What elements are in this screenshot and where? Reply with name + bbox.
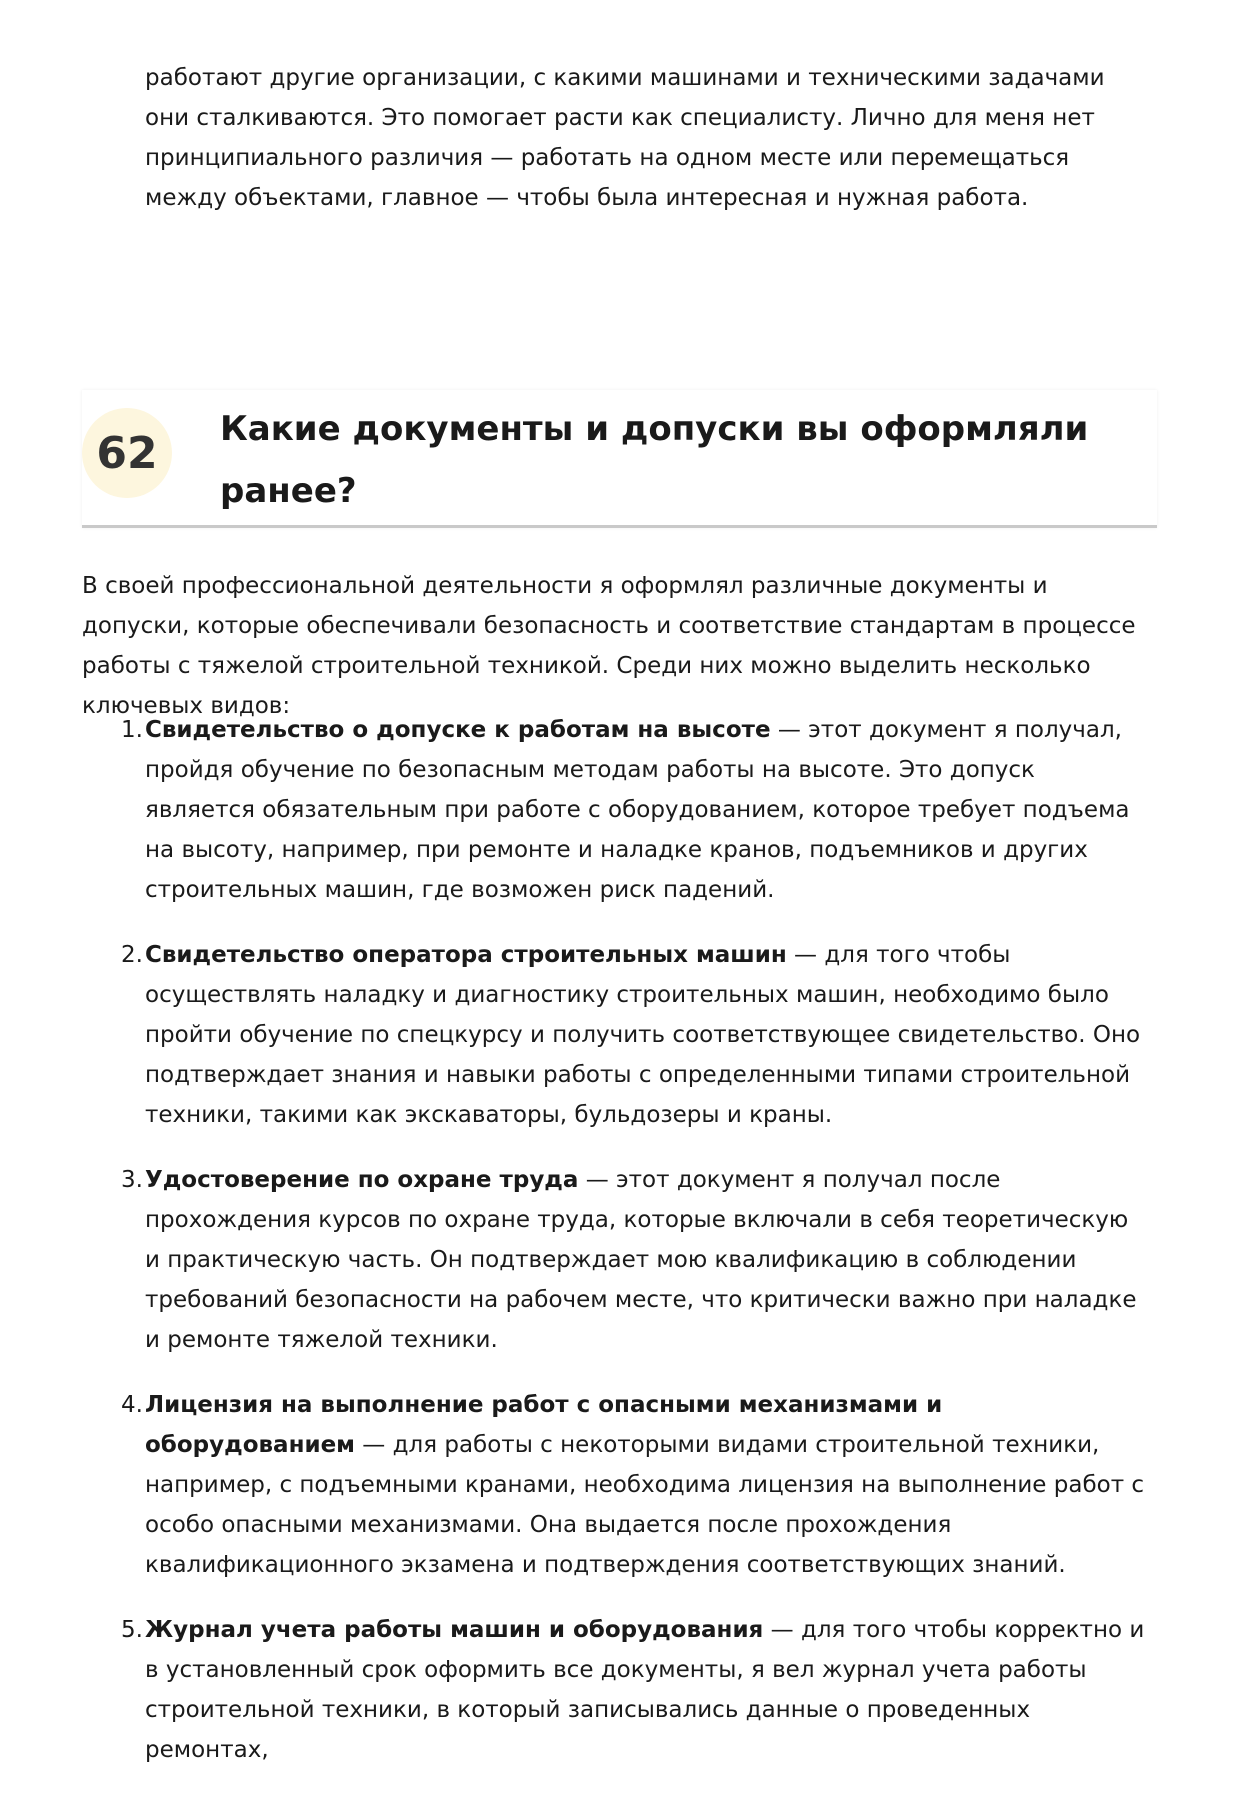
list-item-text: — для работы с некоторыми видами строительной техники, например, с подъемными кранами, необходима лицензия на выполнение работ с особо опасными механизмами. Она выдается после прохождения квалификационного экзамена и подтверждения соответствующих знаний. xyxy=(145,1432,1145,1578)
list-item-term: Удостоверение по охране труда xyxy=(145,1167,579,1193)
list-item-term: Свидетельство о допуске к работам на высоте xyxy=(145,717,771,743)
list-item xyxy=(121,935,1145,1135)
list-item-text: — этот документ я получал, пройдя обучение по безопасным методам работы на высоте. Это допуск является обязательным при работе с оборудованием, которое требует подъема на высоту, например, при ремонте и наладке кранов, подъемников и других строительных машин, где возможен риск падений. xyxy=(145,717,1130,903)
list-item xyxy=(121,710,1145,910)
list-item-text: — для того чтобы осуществлять наладку и диагностику строительных машин, необходимо было пройти обучение по спецкурсу и получить соответствующее свидетельство. Оно подтверждает знания и навыки работы с определенными типами строительной техники, такими как экскаваторы, бульдозеры и краны. xyxy=(145,942,1141,1128)
answer-intro-paragraph: В своей профессиональной деятельности я оформлял различные документы и допуски, которые обеспечивали безопасность и соответствие стандартам в процессе работы с тяжелой строительной техникой. Среди них можно выделить несколько ключевых видов: xyxy=(82,573,1136,719)
list-item xyxy=(121,1610,1145,1770)
list-item-text: — этот документ я получал после прохождения курсов по охране труда, которые включали в себя теоретическую и практическую часть. Он подтверждает мою квалификацию в соблюдении требований безопасности на рабочем месте, что критически важно при наладке и ремонте тяжелой техники. xyxy=(145,1167,1137,1353)
list-item-number: 2. xyxy=(121,942,143,968)
list-item-term: Журнал учета работы машин и оборудования xyxy=(145,1617,764,1643)
question-header xyxy=(82,390,1157,528)
list-item xyxy=(121,1160,1145,1360)
list-item-number: 4. xyxy=(121,1392,143,1418)
list-item-term: Лицензия на выполнение работ с опасными механизмами и оборудованием xyxy=(145,1392,943,1458)
list-item-number: 1. xyxy=(121,717,143,743)
list-item xyxy=(121,1385,1145,1585)
answer-list xyxy=(121,710,1145,1795)
list-item-number: 3. xyxy=(121,1167,143,1193)
question-number-badge: 62 xyxy=(82,408,172,498)
question-title: Какие документы и допуски вы оформляли ранее? xyxy=(220,409,1089,511)
list-item-term: Свидетельство оператора строительных машин xyxy=(145,942,787,968)
previous-answer-paragraph: работают другие организации, с какими машинами и техническими задачами они сталкиваются. Это помогает расти как специалисту. Лично для меня нет принципиального различия — работать на одном месте или перемещаться между объектами, главное — чтобы была интересная и нужная работа. xyxy=(145,65,1105,211)
list-item-number: 5. xyxy=(121,1617,143,1643)
list-item-text: — для того чтобы корректно и в установленный срок оформить все документы, я вел журнал учета работы строительной техники, в который записывались данные о проведенных ремонтах, xyxy=(145,1617,1145,1763)
